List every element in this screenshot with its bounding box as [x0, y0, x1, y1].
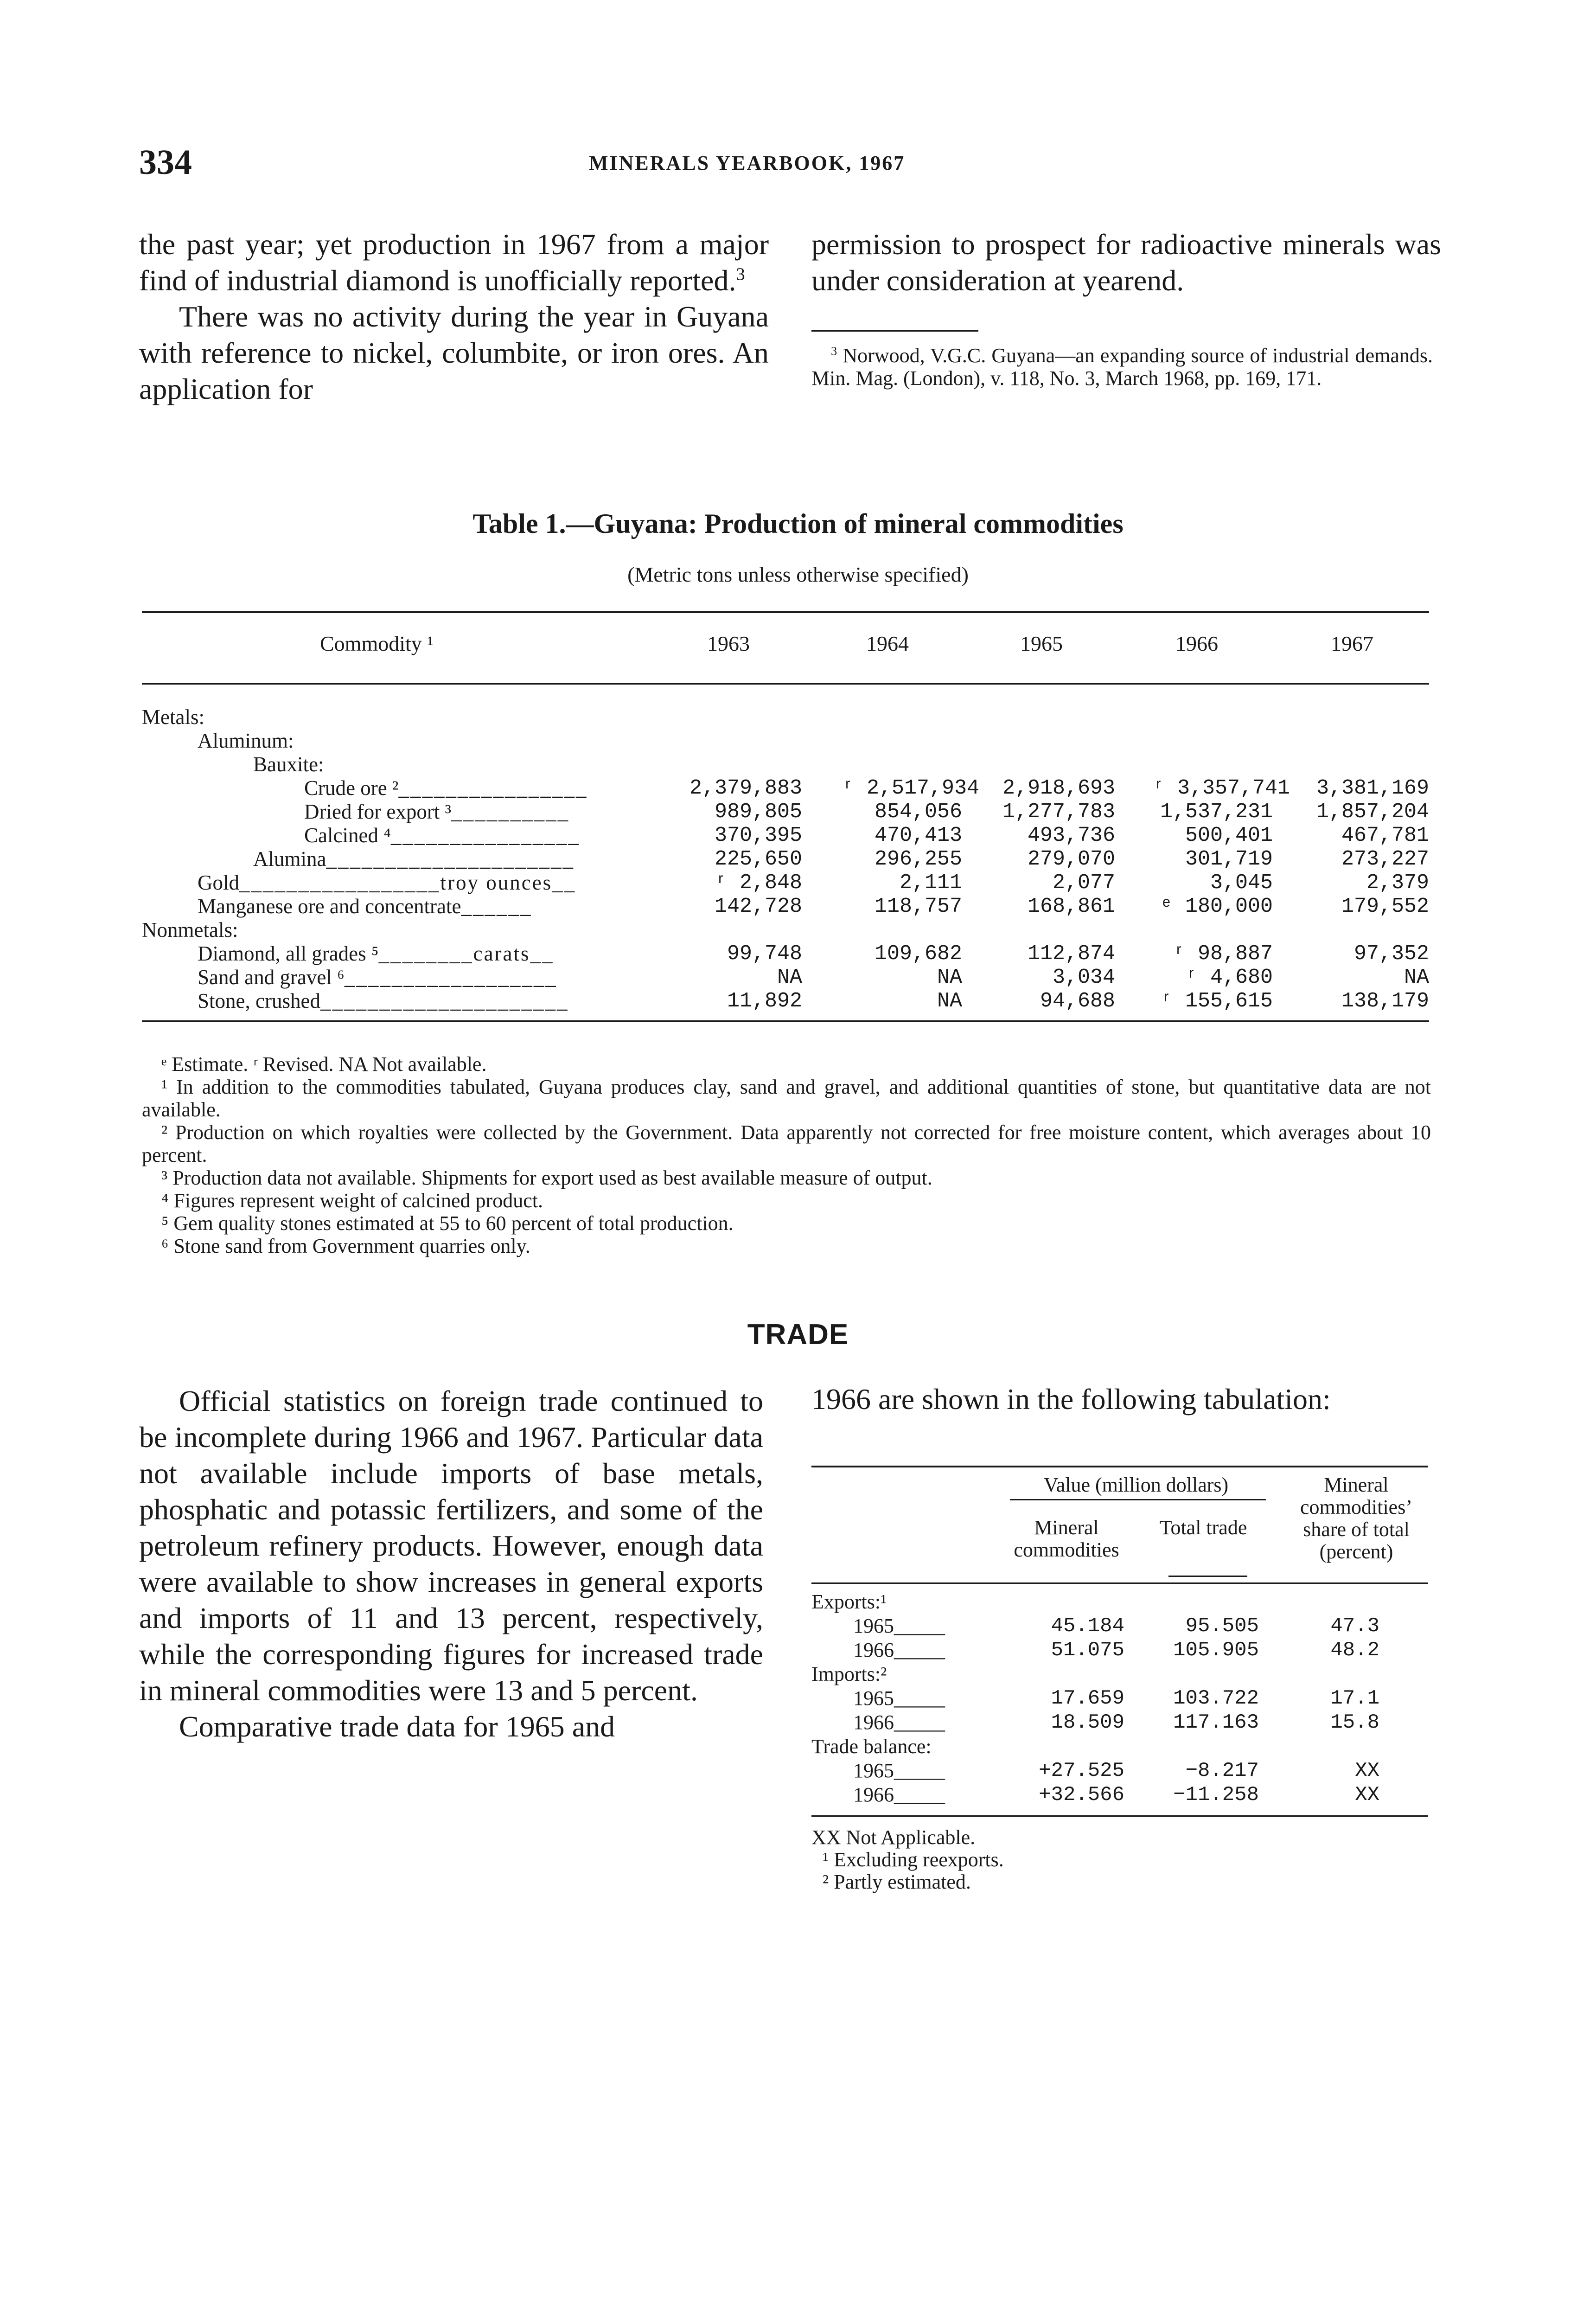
table1-cell: 2,918,693 — [1002, 776, 1115, 800]
table1-cell — [1152, 918, 1273, 942]
table1-row-label-text: Bauxite: — [253, 753, 324, 776]
intro-right-column — [811, 226, 1441, 299]
table2-top-rule — [811, 1466, 1428, 1467]
table1-cell: 225,650 — [714, 847, 802, 871]
table2-cell — [1268, 1736, 1379, 1758]
table1-cell — [1309, 752, 1429, 777]
table1-row-leader: _____________________ — [326, 847, 575, 871]
table1-cell: 1,537,231 — [1160, 800, 1273, 824]
table2-cell: −8.217 — [1185, 1759, 1259, 1782]
table1-title: Table 1.—Guyana: Production of mineral commodities — [472, 508, 1124, 539]
table1-row-leader: __________________ — [344, 966, 557, 989]
table2-cell: 95.505 — [1185, 1614, 1259, 1638]
table1-cell: 296,255 — [874, 847, 962, 871]
table1-header-1963: 1963 — [707, 632, 750, 655]
table1-note-3: ³ Production data not available. Shipments for export used as best available measure of output. — [161, 1166, 932, 1189]
table1-cell: 273,227 — [1341, 847, 1429, 871]
table2-cell: +27.525 — [1039, 1759, 1124, 1782]
footnote-divider — [811, 330, 978, 332]
table1-cell: 3,045 — [1210, 871, 1273, 895]
table1-row-label — [142, 705, 657, 730]
table1-note-4: ⁴ Figures represent weight of calcined product. — [161, 1189, 543, 1212]
table1-row-label-text: Nonmetals: — [142, 918, 238, 942]
table1-cell: NA — [777, 966, 802, 989]
table2-cell: 103.722 — [1173, 1687, 1259, 1710]
table2-header-share: Mineral commodities’ share of total (percent) — [1300, 1473, 1412, 1563]
table1-row-label — [142, 918, 657, 942]
table1-cell — [1309, 729, 1429, 753]
table1-row-leader: __________ — [451, 800, 570, 823]
table1-cell: NA — [937, 966, 962, 989]
table1-cell: 11,892 — [727, 989, 802, 1013]
table2-row-label: Imports:² — [811, 1663, 887, 1685]
table1-cell: 94,688 — [1040, 989, 1115, 1013]
table1-row-label — [142, 847, 768, 871]
table1-cell: 99,748 — [727, 942, 802, 966]
table1-note-1: ¹ In addition to the commodities tabulated, Guyana produces clay, sand and gravel, and additional quantities of stone, but quantitative data are not available. — [142, 1076, 1431, 1121]
table1-notes — [142, 1053, 1431, 1257]
table2-header-rule — [811, 1582, 1428, 1584]
table1-row-label — [142, 729, 712, 753]
table1-cell — [1152, 752, 1273, 777]
table1-cell: 179,552 — [1341, 895, 1429, 918]
table1-cell: 142,728 — [714, 895, 802, 918]
trade-left-column — [139, 1383, 763, 1745]
table2-cell — [1013, 1591, 1124, 1613]
table1-cell: 1,857,204 — [1316, 800, 1429, 824]
table1-cell: 2,379,883 — [689, 776, 802, 800]
trade-right-paragraph: 1966 are shown in the following tabulation: — [811, 1383, 1331, 1416]
table2-row-label: 1966_____ — [853, 1711, 945, 1734]
table1-cell: ʳ 2,517,934 — [842, 776, 980, 800]
table1-header-1965: 1965 — [1020, 632, 1063, 655]
table1-row-label-text: Aluminum: — [198, 729, 294, 752]
intro-paragraph-2: There was no activity during the year in Guyana with reference to nickel, columbite, or iron ores. An application for — [139, 300, 769, 405]
table2-cell: 51.075 — [1051, 1639, 1124, 1662]
table1-note-2: ² Production on which royalties were collected by the Government. Data apparently not corrected for free moisture content, which averages about 10 percent. — [142, 1121, 1431, 1166]
table2-note-xx: XX Not Applicable. — [811, 1826, 976, 1849]
table1-row-label-text: Calcined ⁴ — [304, 824, 391, 847]
table1-cell: ʳ 155,615 — [1160, 989, 1273, 1013]
table1-cell — [1152, 729, 1273, 753]
footnote-ref-3[interactable]: 3 — [736, 264, 745, 284]
table1-cell — [842, 729, 962, 753]
table2-group-rule — [1010, 1499, 1266, 1500]
table1-cell: 97,352 — [1353, 942, 1429, 966]
table1-row-leader: ______ — [461, 895, 532, 918]
table1-cell: 2,111 — [899, 871, 962, 895]
table1-row-leader: ________carats__ — [378, 942, 554, 965]
table2-cell: XX — [1355, 1783, 1379, 1807]
table1-row-label-text: Manganese ore and concentrate — [198, 895, 461, 918]
table1-cell: ʳ 3,357,741 — [1152, 776, 1290, 800]
table1-cell: 138,179 — [1341, 989, 1429, 1013]
table1-cell: 118,757 — [874, 895, 962, 918]
table2-cell — [1013, 1736, 1124, 1758]
trade-right-column — [811, 1381, 1443, 1417]
table2-row-label: Trade balance: — [811, 1736, 932, 1758]
table2-cell — [1148, 1663, 1259, 1685]
table1-bottom-rule — [142, 1020, 1429, 1022]
table1-cell — [682, 705, 802, 730]
table1-row-leader: ________________ — [390, 824, 580, 847]
table1-cell: 112,874 — [1027, 942, 1115, 966]
table2-cell: 48.2 — [1330, 1639, 1379, 1662]
table1-header-1966: 1966 — [1175, 632, 1218, 655]
table1-row-label-text: Sand and gravel ⁶ — [198, 966, 345, 989]
table1-cell — [682, 752, 802, 777]
table1-cell: 301,719 — [1185, 847, 1273, 871]
table1-cell: 470,413 — [874, 824, 962, 847]
table1-cell: ʳ 4,680 — [1185, 966, 1273, 989]
table2-group-header: Value (million dollars) — [1043, 1473, 1229, 1496]
table1-cell — [842, 705, 962, 730]
table1-cell — [995, 752, 1115, 777]
table2-cell: 117.163 — [1173, 1711, 1259, 1734]
table1-cell: 2,379 — [1366, 871, 1429, 895]
page-number: 334 — [139, 143, 192, 182]
table2-row-label: 1966_____ — [853, 1784, 945, 1806]
table1-cell — [682, 918, 802, 942]
table2-row-label: 1965_____ — [853, 1615, 945, 1637]
table2-note-2: ² Partly estimated. — [823, 1871, 971, 1893]
table1-row-leader: _____________________ — [320, 989, 569, 1012]
table1-cell — [682, 729, 802, 753]
table1-row-leader: ________________ — [398, 776, 588, 800]
table1-header-1967: 1967 — [1331, 632, 1373, 655]
table2-cell — [1013, 1663, 1124, 1685]
table1-row-label-text: Metals: — [142, 705, 204, 729]
table2-bottom-rule — [811, 1815, 1428, 1817]
table1-header-rule — [142, 683, 1429, 685]
table2-note-1: ¹ Excluding reexports. — [823, 1848, 1004, 1871]
table2-total-underline — [1168, 1576, 1247, 1577]
table1-cell: 279,070 — [1027, 847, 1115, 871]
table2-cell — [1268, 1663, 1379, 1685]
table1-cell — [1309, 705, 1429, 730]
table1-cell: 370,395 — [714, 824, 802, 847]
trade-paragraph-1: Official statistics on foreign trade continued to be incomplete during 1966 and 1967. Particular data not available include imports of base metals, phosphatic and potassic fertilizers, and some of the petroleum refinery products. However, enough data were available to show increases in general exports and imports of 11 and 13 percent, respectively, while the corresponding figures for increased trade in mineral commodities were 13 and 5 percent. — [139, 1384, 763, 1707]
table2-header-mineral: Mineral commodities — [1014, 1516, 1119, 1561]
table2-row-label: Exports:¹ — [811, 1591, 887, 1613]
table1-subtitle: (Metric tons unless otherwise specified) — [627, 563, 969, 586]
table1-note-legend: ᵉ Estimate. ʳ Revised. NA Not available. — [161, 1053, 487, 1076]
table2-row-label: 1966_____ — [853, 1639, 945, 1661]
table1-row-label — [142, 942, 712, 966]
table2-cell: +32.566 — [1039, 1783, 1124, 1807]
table1-top-rule — [142, 611, 1429, 613]
table1-cell: 168,861 — [1027, 895, 1115, 918]
table1-cell: 109,682 — [874, 942, 962, 966]
table1-cell: 493,736 — [1027, 824, 1115, 847]
table2-cell — [1148, 1736, 1259, 1758]
table1-cell: 3,034 — [1052, 966, 1115, 989]
table1-note-6: ⁶ Stone sand from Government quarries only. — [161, 1235, 530, 1257]
intro-right-paragraph: permission to prospect for radioactive minerals was under consideration at yearend. — [811, 228, 1441, 297]
trade-heading: TRADE — [747, 1319, 849, 1351]
intro-paragraph-1: the past year; yet production in 1967 from a major find of industrial diamond is unofficially reported.$^3$ — [139, 228, 769, 297]
table2-cell: 47.3 — [1330, 1614, 1379, 1638]
table1-cell — [995, 918, 1115, 942]
table1-cell: 854,056 — [874, 800, 962, 824]
table2-cell: 18.509 — [1051, 1711, 1124, 1734]
table2-row-label: 1965_____ — [853, 1687, 945, 1710]
running-head: MINERALS YEARBOOK, 1967 — [589, 152, 906, 174]
table1-cell — [1309, 918, 1429, 942]
table1-cell: 1,277,783 — [1002, 800, 1115, 824]
table1-cell: ʳ 98,887 — [1172, 942, 1273, 966]
table1-row-label — [142, 965, 712, 990]
table2-cell — [1148, 1591, 1259, 1613]
table2-cell: XX — [1355, 1759, 1379, 1782]
table1-cell: ʳ 2,848 — [714, 871, 802, 895]
table2-cell: 45.184 — [1051, 1614, 1124, 1638]
table1-row-label-text: Alumina — [253, 847, 326, 871]
table1-row-leader: _________________troy ounces__ — [239, 871, 576, 894]
table1-header-1964: 1964 — [866, 632, 909, 655]
table1-row-label-text: Gold — [198, 871, 239, 894]
table1-row-label — [142, 752, 768, 777]
table2-row-label: 1965_____ — [853, 1760, 945, 1782]
table1-cell: NA — [1404, 966, 1429, 989]
table2-notes — [811, 1826, 1433, 1893]
table1-cell: ᵉ 180,000 — [1160, 895, 1273, 918]
table1-row-label-text: Crude ore ² — [304, 776, 399, 800]
table2-cell: −11.258 — [1173, 1783, 1259, 1807]
table1-cell — [995, 705, 1115, 730]
table1-row-label — [142, 894, 712, 919]
table1-row-label — [142, 871, 712, 895]
table2-cell: 17.659 — [1051, 1687, 1124, 1710]
table1-header-commodity: Commodity ¹ — [320, 632, 434, 655]
footnote-3-number: 3 — [831, 344, 837, 358]
table2-cell: 17.1 — [1330, 1687, 1379, 1710]
table1-note-5: ⁵ Gem quality stones estimated at 55 to 60 percent of total production. — [161, 1212, 734, 1235]
table1-cell — [1152, 705, 1273, 730]
table1-row-label-text: Dried for export ³ — [304, 800, 452, 823]
table1-cell — [842, 752, 962, 777]
table1-cell — [842, 918, 962, 942]
table2-header-total: Total trade — [1159, 1516, 1247, 1539]
table2-cell: 105.905 — [1173, 1639, 1259, 1662]
trade-paragraph-2: Comparative trade data for 1965 and — [179, 1710, 615, 1743]
table1-cell: NA — [937, 989, 962, 1013]
footnote-3 — [811, 344, 1433, 390]
table1-cell: 2,077 — [1052, 871, 1115, 895]
table1-row-label-text: Stone, crushed — [198, 989, 320, 1012]
table1-row-label-text: Diamond, all grades ⁵ — [198, 942, 379, 965]
footnote-3-text: Norwood, V.G.C. Guyana—an expanding source of industrial demands. Min. Mag. (London), v. 118, No. 3, March 1968, pp. 169, 171. — [811, 344, 1433, 390]
table1-row-label — [142, 989, 712, 1013]
table2-cell — [1268, 1591, 1379, 1613]
intro-left-column — [139, 226, 769, 407]
table1-cell: 3,381,169 — [1316, 776, 1429, 800]
table1-cell: 500,401 — [1185, 824, 1273, 847]
table1-cell: 467,781 — [1341, 824, 1429, 847]
table1-cell — [995, 729, 1115, 753]
table1-cell: 989,805 — [714, 800, 802, 824]
table2-cell: 15.8 — [1330, 1711, 1379, 1734]
